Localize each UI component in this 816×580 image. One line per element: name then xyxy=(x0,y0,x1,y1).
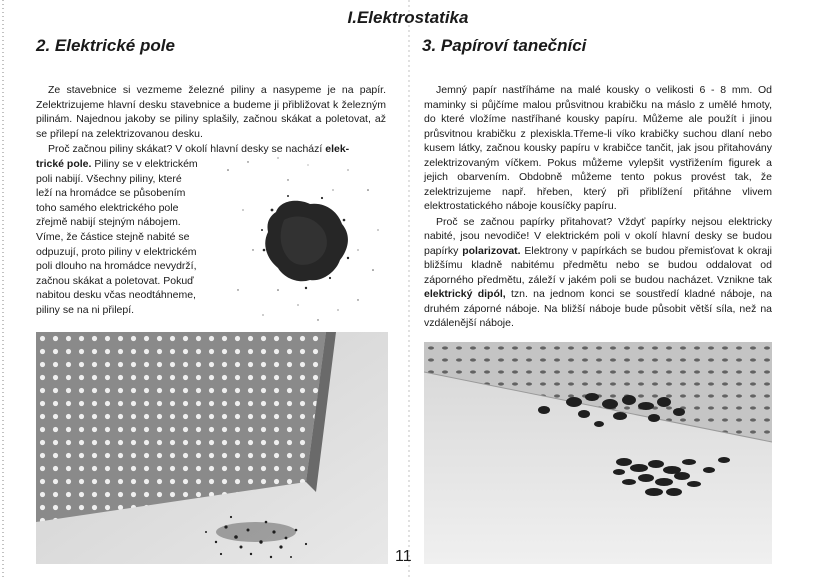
left-paragraph-2-text: Proč začnou piliny skákat? V okolí hlavní desky se nachází xyxy=(48,143,326,155)
narrow-line: poli dlouho na hromádce nevydrží, xyxy=(36,260,197,273)
page-header: I.Elektrostatika xyxy=(347,8,469,27)
narrow-line: nabitou desku včas neodtáhneme, xyxy=(36,289,196,302)
narrow-line: poli nabijí. Všechny piliny, které xyxy=(36,172,182,185)
left-paragraph-2-bold: elek- xyxy=(325,143,350,155)
left-paragraph-1: Ze stavebnice si vezmeme železné piliny a nasypeme je na papír. Zelektrizujeme hlavní desku stavebnice a budeme ji přibližovat k železným pilinám. Najednou jakoby se piliny splašily, začnou skákat a poletovat, až se přilepí na zelektrizovanou desku. xyxy=(36,84,386,140)
right-paragraph-2 xyxy=(424,215,772,331)
right-paragraph-2-bold-a: polarizovat. xyxy=(462,244,521,257)
narrow-line: odpuzují, proto piliny v elektrickém xyxy=(36,245,197,258)
left-body xyxy=(36,83,386,157)
narrow-line: začnou skákat a poletovat. Pokuď xyxy=(36,274,194,287)
narrow-line-0-bold: trické pole. xyxy=(36,158,92,170)
right-paragraph-2-bold-b: elektrický dipól, xyxy=(424,288,506,300)
right-body xyxy=(424,83,772,331)
narrow-line-0-text: Piliny se v elektrickém xyxy=(94,158,198,170)
perforated-board-photo xyxy=(36,332,388,564)
left-section-title: 2. Elektrické pole xyxy=(36,36,175,55)
narrow-line: piliny se na ni přilepí. xyxy=(36,303,135,316)
right-paragraph-1: Jemný papír nastříháme na malé kousky o velikosti 6 - 8 mm. Od maminky si půjčíme malou průsvitnou krabičku na máslo z umělé hmoty, do které vložíme nastříhané kousky papíru. Můžeme ale použít i jinou průsvitnou krabičku z plexiskla.Třeme-li víko krabičky suchou dlaní nebo kusem látky, začnou kousky papíru v krabičce tančit, jak jsou přitahovány zelektrizovaným víčkem. Pokus můžeme vylepšit vystřižením figurek a jejich obarvením. Obdobně můžeme tento pokus provést tak, že zelektrizujeme např. hřeben, který při přiblížení přitáhne vlivem elektrostatického náboje kousíčky papíru. xyxy=(424,84,772,212)
paper-dancers-photo xyxy=(424,342,772,564)
right-section-title: 3. Papíroví tanečníci xyxy=(422,36,587,55)
narrow-line: leží na hromádce se působením xyxy=(36,187,186,200)
right-paragraph-2-text-b: Elektrony v papírkách se budou přemisťovat k okraji bližšímu kladně nabitému předmětu nebo se budou oddalovat od záporného předmětu, záleží v jakém poli se budou nacházet. Vznikne tak xyxy=(424,244,772,286)
right-paragraph-2-text-c: tzn. na jednom konci se soustředí kladné náboje, na druhém záporné náboje. Na bližší náboje bude působit větší síla, než na vzdálenější náboje. xyxy=(424,288,772,329)
center-gutter xyxy=(408,0,410,580)
narrow-line: toho samého elektrického pole xyxy=(36,201,179,214)
narrow-line: Víme, že částice stejně nabité se xyxy=(36,230,190,243)
iron-filings-pile-image xyxy=(218,150,388,330)
left-scan-margin xyxy=(2,0,4,580)
right-paragraph-2-text-a: Proč se začnou papírky přitahovat? Vždyť papírky nejsou elektricky nabité, jsou nevodiče! V elektrickém poli v okolí hlavní desky se budou papírky xyxy=(424,215,772,257)
narrow-line-0 xyxy=(36,157,216,172)
narrow-line: zřejmě nabijí stejným nábojem. xyxy=(36,216,181,229)
page-number: 11 xyxy=(395,548,412,565)
left-narrow-text xyxy=(36,157,216,318)
